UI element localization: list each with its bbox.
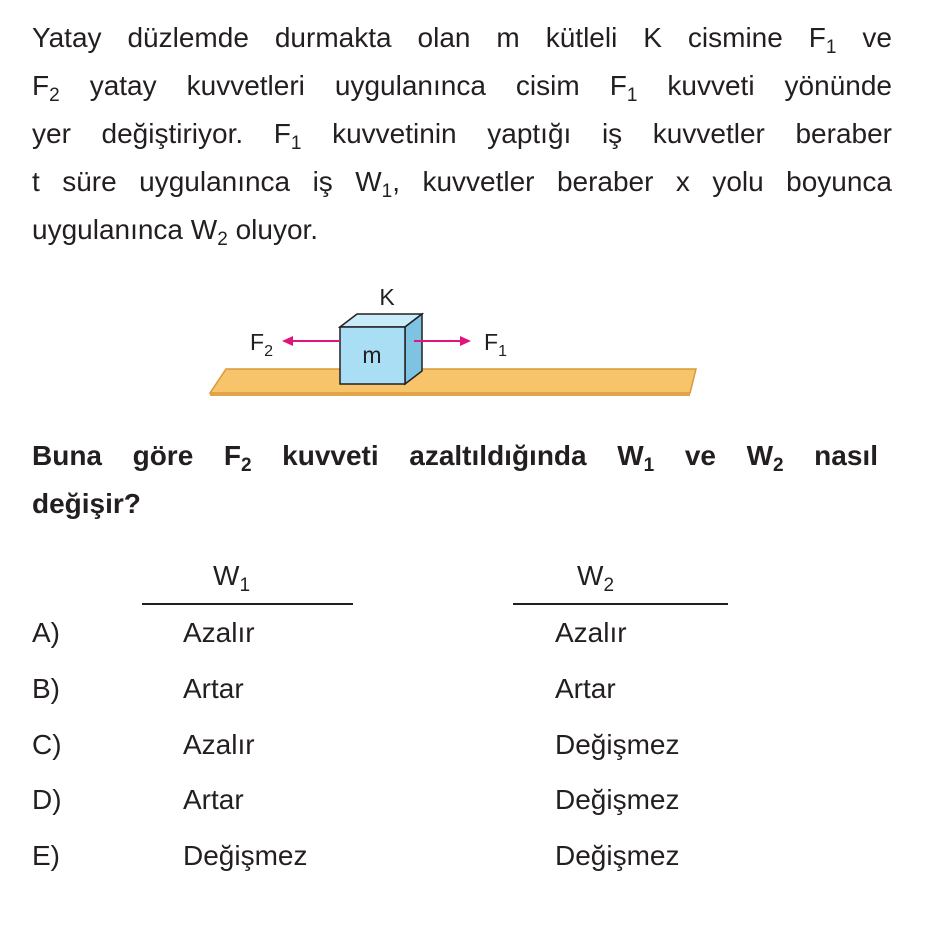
- option-d-w2: Değişmez: [555, 784, 680, 815]
- problem-statement: [32, 14, 892, 254]
- option-c-letter[interactable]: C): [32, 729, 62, 760]
- option-b-w2: Artar: [555, 673, 616, 704]
- option-a-letter[interactable]: A): [32, 617, 60, 648]
- option-e-letter[interactable]: E): [32, 840, 60, 871]
- surface-board: [210, 369, 696, 393]
- option-c-w1: Azalır: [183, 729, 255, 760]
- option-d-w1: Artar: [183, 784, 244, 815]
- f2-arrow-head: [282, 336, 293, 346]
- option-b-letter[interactable]: B): [32, 673, 60, 704]
- statement-line-1: Yatay düzlemde durmakta olan m kütleli K cismine $F_1$ ve: [32, 22, 892, 58]
- statement-line-4: t süre uygulanınca iş $W_1$, kuvvetler beraber x yolu boyunca: [32, 166, 893, 202]
- mass-label: m: [362, 342, 382, 368]
- question-line-1: Buna göre $F_2$ kuvveti azaltıldığında $W_1$ ve $W_2$ nasıl: [32, 440, 878, 476]
- surface-board-front: [210, 393, 690, 396]
- column-rule-w2: [513, 603, 728, 605]
- question-line-2: değişir?: [32, 488, 141, 519]
- column-header-w2: $W_2$: [577, 560, 615, 596]
- statement-line-3: yer değiştiriyor. $F_1$ kuvvetinin yaptığı iş kuvvetler beraber: [32, 118, 892, 154]
- option-e-w1: Değişmez: [183, 840, 308, 871]
- option-b-w1: Artar: [183, 673, 244, 704]
- f1-label: $F_1$: [484, 329, 507, 360]
- option-c-w2: Değişmez: [555, 729, 680, 760]
- f2-label: $F_2$: [250, 329, 273, 360]
- question-text: [32, 432, 878, 528]
- body-label-k: K: [379, 284, 395, 310]
- block-side: [405, 314, 422, 384]
- option-a-w1: Azalır: [183, 617, 255, 648]
- f1-arrow-head: [460, 336, 471, 346]
- option-e-w2: Değişmez: [555, 840, 680, 871]
- statement-line-2: $F_2$ yatay kuvvetleri uygulanınca cisim $F_1$ kuvveti yönünde: [32, 70, 892, 106]
- column-rule-w1: [142, 603, 353, 605]
- force-diagram: [200, 280, 710, 405]
- column-header-w1: $W_1$: [213, 560, 251, 596]
- statement-line-5: uygulanınca $W_2$ oluyor.: [32, 214, 319, 250]
- option-d-letter[interactable]: D): [32, 784, 62, 815]
- option-a-w2: Azalır: [555, 617, 627, 648]
